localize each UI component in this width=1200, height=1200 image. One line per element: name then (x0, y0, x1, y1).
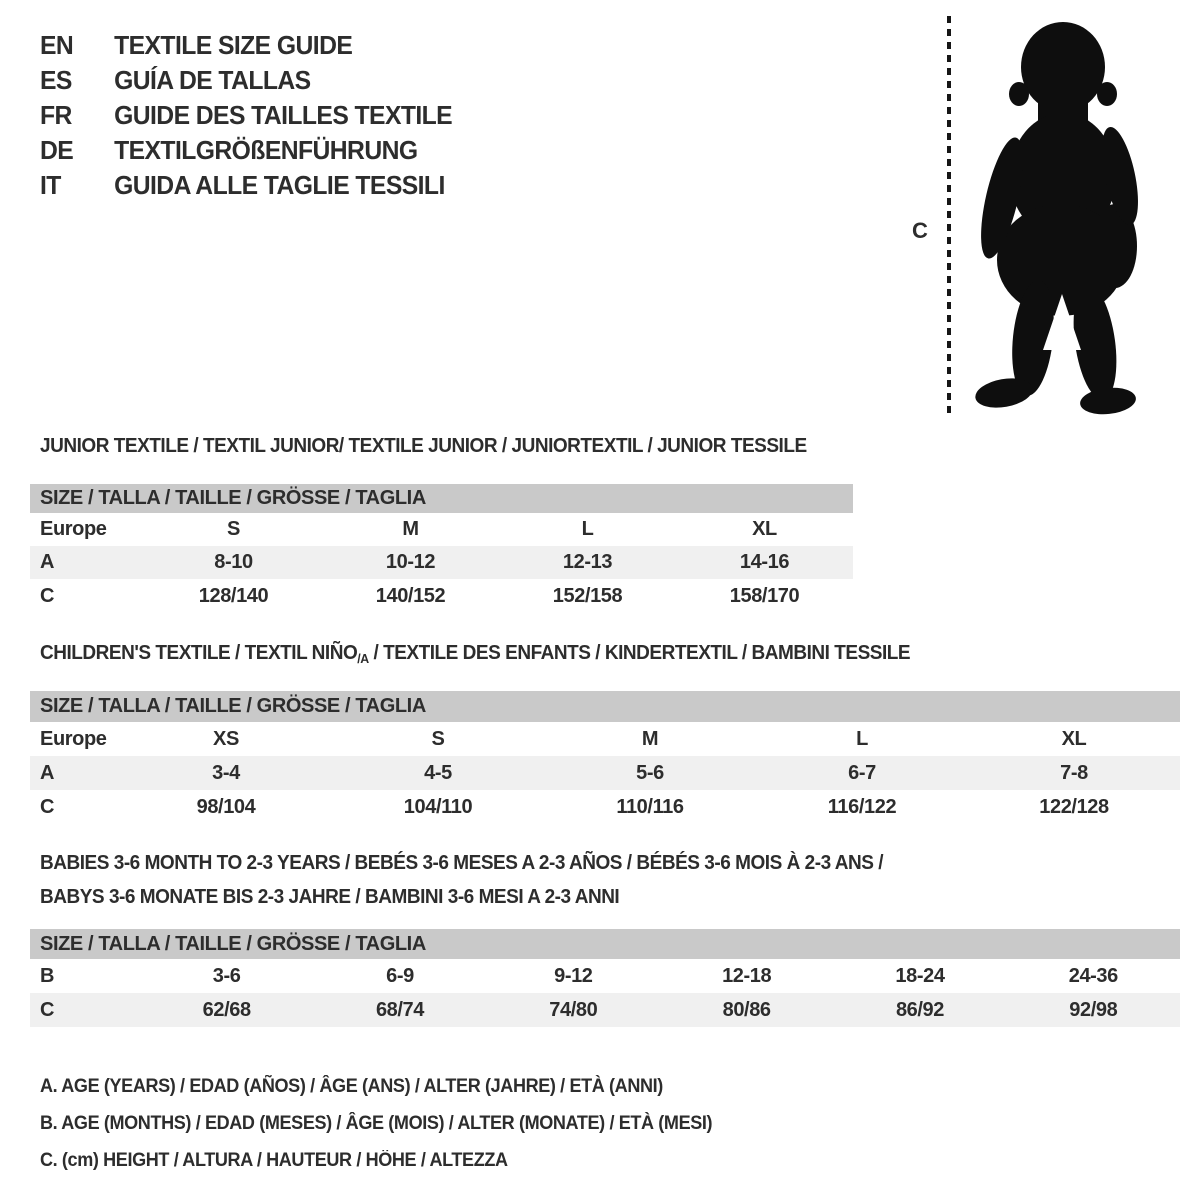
height-cell: 116/122 (827, 795, 897, 818)
size-header-bar: SIZE / TALLA / TAILLE / GRÖSSE / TAGLIA (30, 691, 1180, 722)
lang-row-de (40, 133, 452, 168)
lang-code: DE (40, 135, 74, 165)
height-cell: 68/74 (375, 998, 425, 1021)
table-row-height (30, 790, 1180, 824)
age-cell: 14-16 (739, 551, 790, 573)
row-label: Europe (40, 727, 107, 750)
height-measure-label: C (912, 218, 928, 243)
size-cell: L (581, 518, 594, 540)
table-row-age (30, 546, 853, 579)
age-cell: 18-24 (895, 964, 945, 987)
lang-code: FR (40, 100, 72, 130)
age-cell: 12-18 (722, 964, 772, 987)
age-cell: 12-13 (562, 551, 613, 573)
height-cell: 74/80 (549, 998, 598, 1021)
size-cell: XS (213, 727, 239, 750)
children-title-suffix: / TEXTILE DES ENFANTS / KINDERTEXTIL / BAMBINI TESSILE (368, 642, 911, 664)
legend-line-a: A. AGE (YEARS) / EDAD (AÑOS) / ÂGE (ANS) / ALTER (JAHRE) / ETÀ (ANNI) (40, 1075, 663, 1097)
lang-title: GUIDA ALLE TAGLIE TESSILI (114, 170, 445, 200)
age-cell: 3-4 (212, 761, 240, 784)
table-row-europe (30, 513, 853, 546)
lang-title: TEXTILE SIZE GUIDE (114, 30, 353, 60)
size-cell: M (641, 727, 659, 750)
language-title-list (40, 28, 452, 203)
children-size-table (30, 691, 1180, 824)
row-label: C (40, 998, 55, 1021)
table-row-europe (30, 722, 1180, 756)
lang-row-it (40, 168, 452, 203)
toddler-silhouette-image (960, 18, 1165, 418)
size-cell: M (402, 518, 419, 540)
height-cell: 110/116 (616, 795, 684, 818)
size-cell: L (856, 727, 868, 750)
lang-title: TEXTILGRÖßENFÜHRUNG (114, 135, 418, 165)
row-label: B (40, 964, 55, 987)
children-title-prefix: CHILDREN'S TEXTILE / TEXTIL NIÑO (40, 642, 358, 664)
height-cell: 128/140 (198, 584, 269, 607)
table-row-age-months (30, 959, 1180, 993)
size-cell: XL (752, 518, 777, 540)
size-cell: S (227, 518, 240, 540)
table-row-age (30, 756, 1180, 790)
legend-line-b: B. AGE (MONTHS) / EDAD (MESES) / ÂGE (MOIS) / ALTER (MONATE) / ETÀ (MESI) (40, 1112, 713, 1134)
lang-row-es (40, 63, 452, 98)
height-cell: 92/98 (1069, 998, 1118, 1021)
table-row-height (30, 579, 853, 613)
height-cell: 122/128 (1039, 795, 1109, 818)
age-cell: 6-7 (848, 761, 876, 784)
age-cell: 24-36 (1068, 964, 1118, 987)
row-label: C (40, 795, 55, 818)
age-cell: 8-10 (214, 551, 253, 573)
lang-code: EN (40, 30, 74, 60)
height-cell: 80/86 (722, 998, 771, 1021)
junior-size-table (30, 484, 853, 613)
junior-section-title: JUNIOR TEXTILE / TEXTIL JUNIOR/ TEXTILE JUNIOR / JUNIORTEXTIL / JUNIOR TESSILE (40, 435, 807, 457)
age-cell: 5-6 (636, 761, 664, 784)
size-header-bar: SIZE / TALLA / TAILLE / GRÖSSE / TAGLIA (30, 484, 853, 513)
height-cell: 86/92 (895, 998, 944, 1021)
children-title-sub: /A (357, 651, 369, 666)
age-cell: 4-5 (424, 761, 452, 784)
children-section-title (40, 639, 910, 673)
legend-line-c: C. (cm) HEIGHT / ALTURA / HAUTEUR / HÖHE / ALTEZZA (40, 1149, 508, 1171)
lang-title: GUÍA DE TALLAS (114, 65, 311, 95)
row-label: C (40, 584, 55, 607)
row-label: A (40, 551, 55, 573)
measurement-legend (40, 1068, 748, 1179)
height-cell: 158/170 (729, 584, 800, 607)
row-label: A (40, 761, 55, 784)
height-cell: 140/152 (375, 584, 446, 607)
row-label: Europe (40, 518, 107, 540)
height-cell: 98/104 (196, 795, 256, 818)
age-cell: 10-12 (385, 551, 436, 573)
age-cell: 6-9 (386, 964, 414, 987)
babies-section-title-line1: BABIES 3-6 MONTH TO 2-3 YEARS / BEBÉS 3-6 MESES A 2-3 AÑOS / BÉBÉS 3-6 MOIS À 2-3 ANS / (40, 852, 884, 874)
height-cell: 62/68 (202, 998, 251, 1021)
babies-section-title-line2: BABYS 3-6 MONATE BIS 2-3 JAHRE / BAMBINI 3-6 MESI A 2-3 ANNI (40, 886, 620, 908)
lang-row-fr (40, 98, 452, 133)
size-cell: XL (1061, 727, 1087, 750)
lang-code: ES (40, 65, 72, 95)
table-row-height (30, 993, 1180, 1027)
age-cell: 7-8 (1060, 761, 1088, 784)
babies-size-table (30, 929, 1180, 1027)
lang-title: GUIDE DES TAILLES TEXTILE (114, 100, 453, 130)
age-cell: 3-6 (212, 964, 241, 987)
age-cell: 9-12 (554, 964, 593, 987)
lang-code: IT (40, 170, 61, 200)
size-header-bar: SIZE / TALLA / TAILLE / GRÖSSE / TAGLIA (30, 929, 1180, 959)
height-dashed-line (947, 16, 951, 418)
size-cell: S (431, 727, 445, 750)
height-cell: 104/110 (403, 795, 473, 818)
height-cell: 152/158 (552, 584, 623, 607)
lang-row-en (40, 28, 452, 63)
